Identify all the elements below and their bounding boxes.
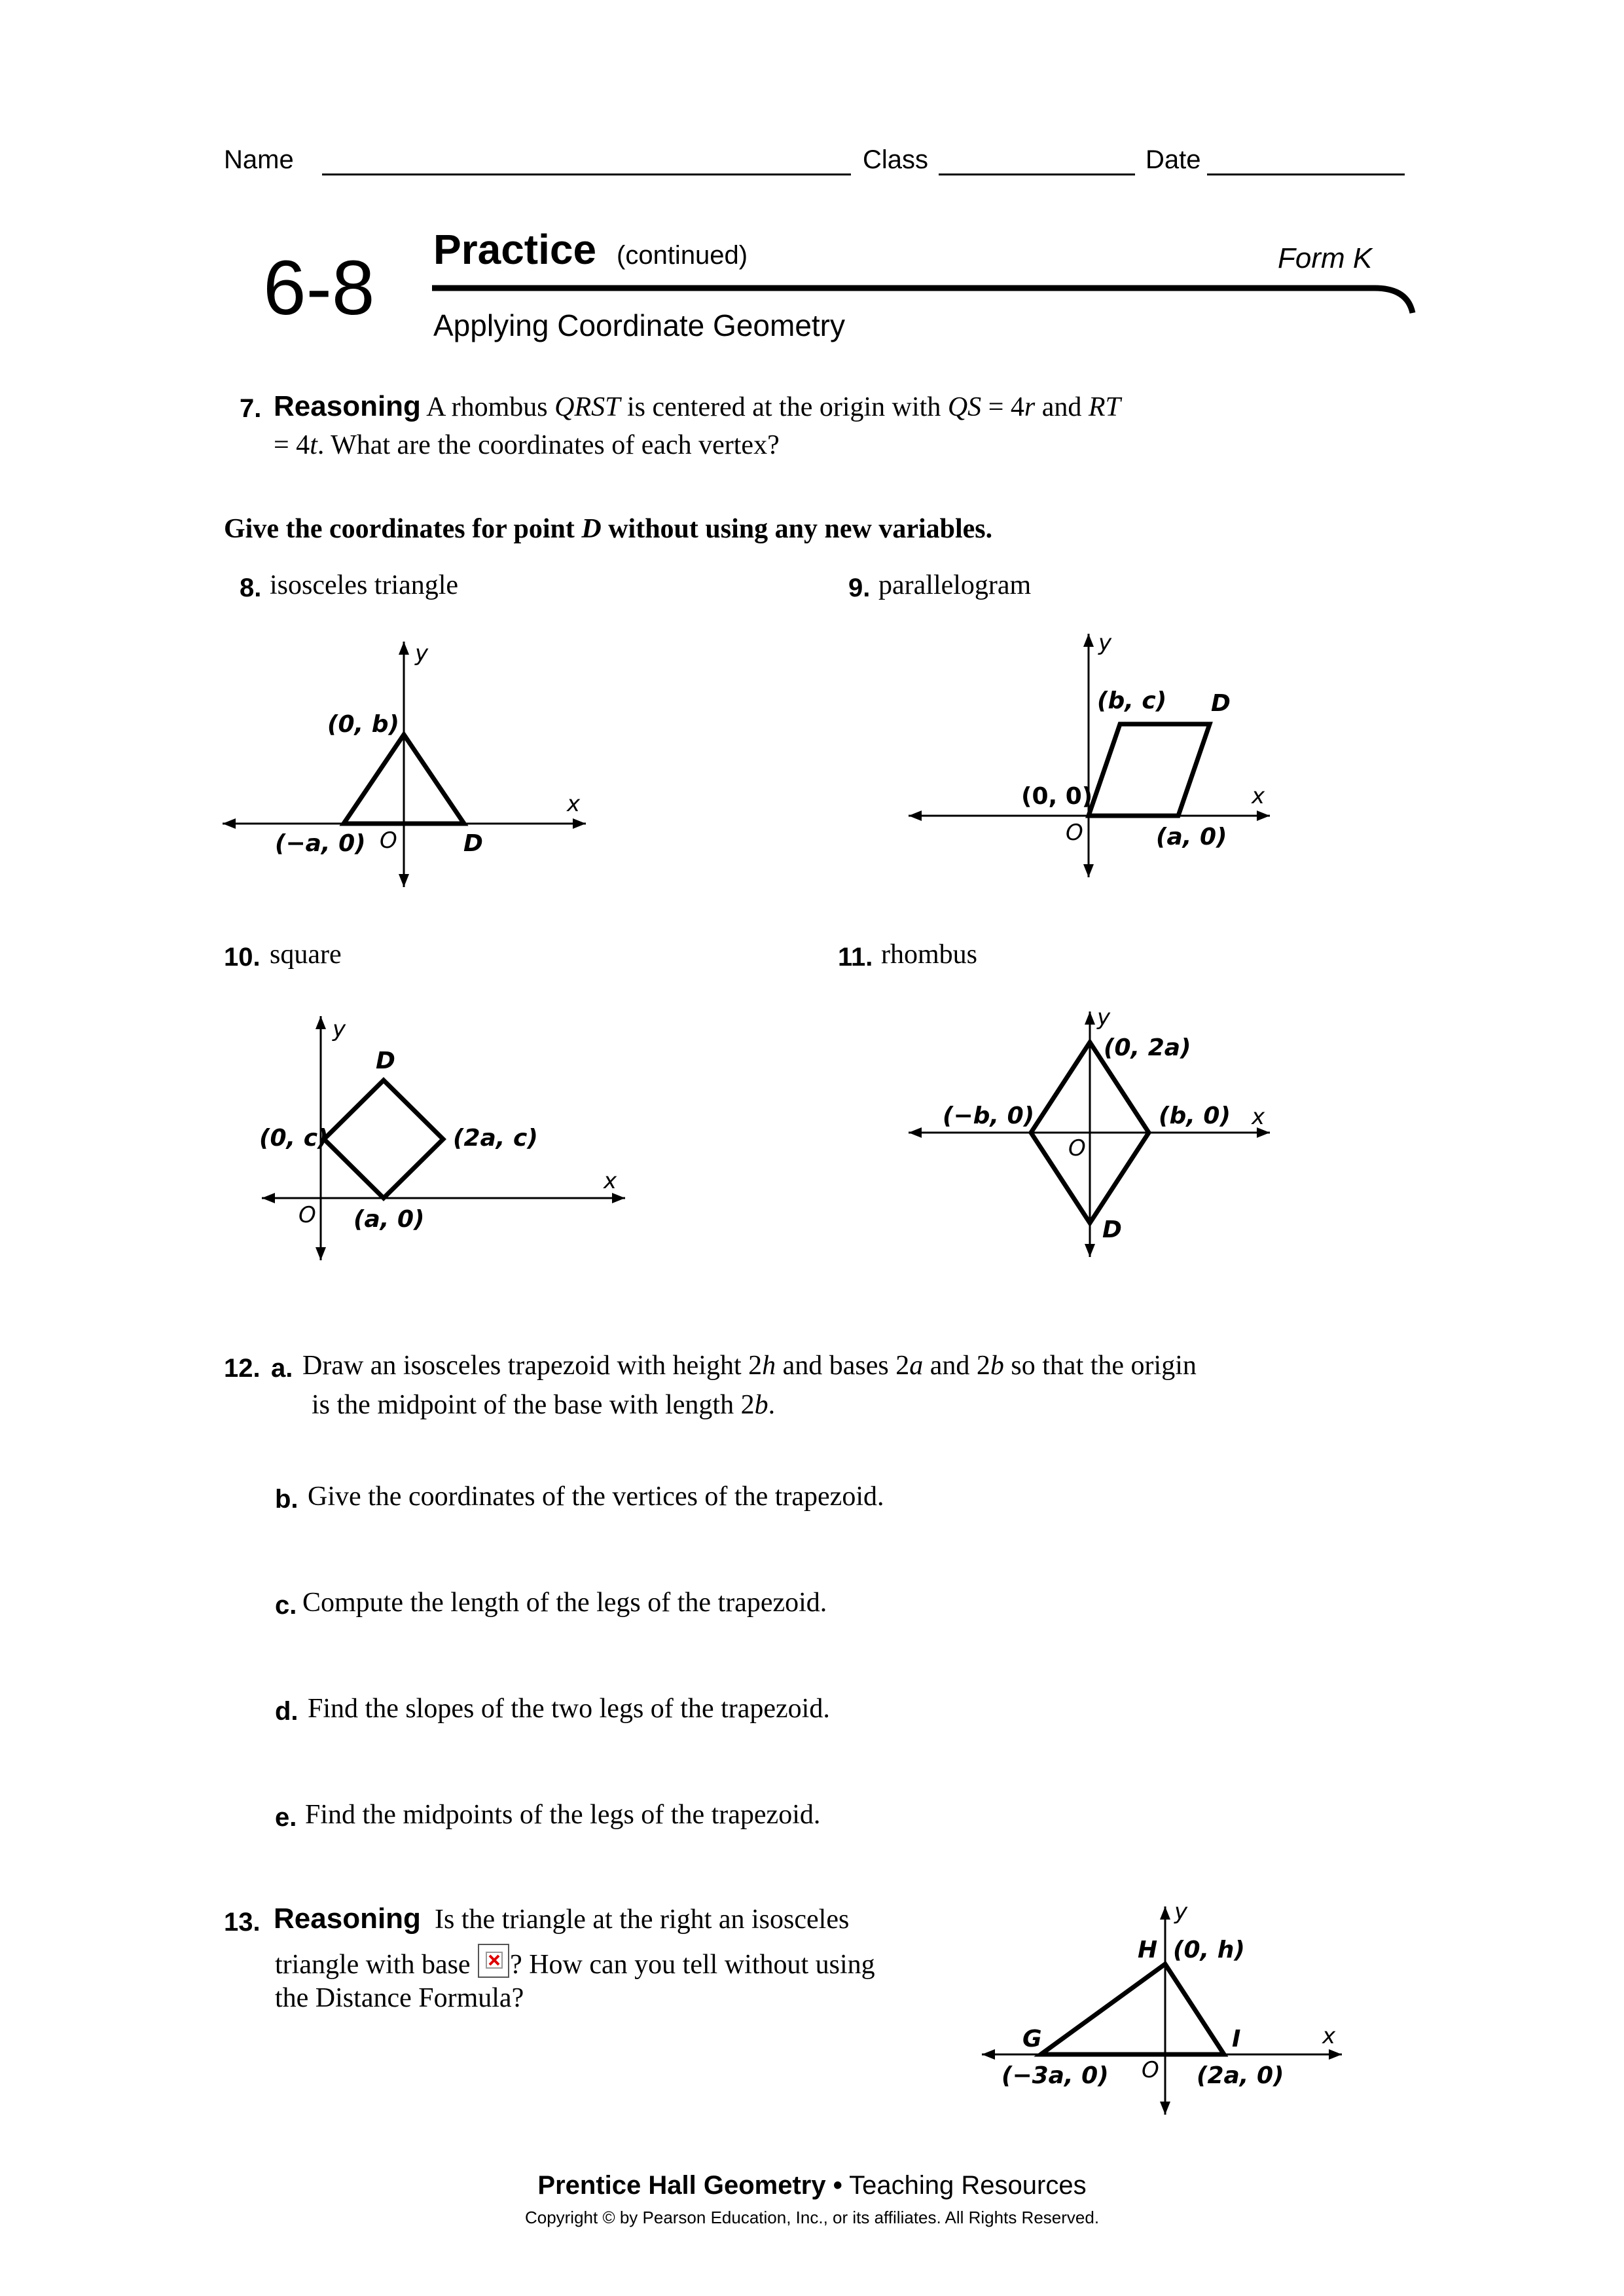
directions-var-d: D bbox=[581, 514, 602, 544]
q7-text-c: = 4 bbox=[988, 392, 1024, 422]
q9-vertex-origin: (0, 0) bbox=[1021, 783, 1093, 810]
q10-vertex-bottom: (a, 0) bbox=[353, 1206, 425, 1233]
q12-a1-c: and 2 bbox=[929, 1351, 990, 1381]
q12-d-text: Find the slopes of the two legs of the trapezoid. bbox=[308, 1694, 830, 1724]
q10-text: square bbox=[270, 939, 342, 970]
q11-vertex-left: (−b, 0) bbox=[943, 1102, 1035, 1129]
q7-var-qs: QS bbox=[947, 392, 982, 422]
q12-a1-d: so that the origin bbox=[1011, 1351, 1197, 1381]
q13-point-g: G bbox=[1022, 2026, 1042, 2052]
q8-point-d: D bbox=[463, 830, 483, 857]
q13-line1: Is the triangle at the right an isosceles bbox=[435, 1904, 850, 1935]
q9-x-label: x bbox=[1252, 783, 1265, 809]
q11-origin-label: O bbox=[1068, 1135, 1086, 1161]
q9-vertex-bc: (b, c) bbox=[1097, 687, 1167, 714]
q8-number: 8. bbox=[240, 574, 262, 602]
q9-vertex-a: (a, 0) bbox=[1156, 824, 1227, 850]
q9-number: 9. bbox=[848, 574, 871, 602]
q7-number: 7. bbox=[240, 394, 262, 423]
directions-b: without using any new variables. bbox=[608, 514, 993, 544]
q11-vertex-right: (b, 0) bbox=[1159, 1102, 1231, 1129]
form-label: Form K bbox=[1278, 242, 1373, 274]
q11-vertex-top: (0, 2a) bbox=[1104, 1034, 1191, 1061]
footer-bullet: • bbox=[833, 2171, 842, 2200]
practice-title: Practice bbox=[433, 226, 597, 273]
q10-x-label: x bbox=[604, 1168, 617, 1194]
q12-e-text: Find the midpoints of the legs of the trapezoid. bbox=[305, 1800, 821, 1830]
footer-book: Prentice Hall Geometry bbox=[537, 2171, 826, 2200]
q12-var-h: h bbox=[762, 1351, 776, 1381]
q13-line2-b: ? How can you tell without using bbox=[510, 1950, 875, 1980]
q13-line3: the Distance Formula? bbox=[275, 1983, 524, 2013]
q7-var-rt: RT bbox=[1088, 392, 1121, 422]
q12-a1-a: Draw an isosceles trapezoid with height 2 bbox=[302, 1351, 763, 1381]
q10-point-d: D bbox=[376, 1048, 395, 1074]
q9-origin-label: O bbox=[1066, 820, 1083, 846]
q13-point-h: H bbox=[1138, 1937, 1158, 1963]
q12-a1-b: and bases 2 bbox=[782, 1351, 910, 1381]
q10-vertex-right: (2a, c) bbox=[453, 1125, 538, 1152]
q11-y-label: y bbox=[1097, 1004, 1111, 1030]
q13-number: 13. bbox=[224, 1908, 261, 1937]
q12-c-text: Compute the length of the legs of the trapezoid. bbox=[302, 1588, 827, 1618]
q8-text: isosceles triangle bbox=[270, 570, 459, 600]
q9-text: parallelogram bbox=[878, 570, 1032, 600]
q9-point-d: D bbox=[1211, 690, 1231, 717]
q13-x-label: x bbox=[1322, 2023, 1336, 2049]
q7-var-r: r bbox=[1024, 392, 1036, 422]
q7-var-qrst: QRST bbox=[554, 392, 621, 422]
q7-text-a: A rhombus bbox=[426, 392, 548, 422]
q9-y-label: y bbox=[1098, 630, 1112, 656]
q12-var-a: a bbox=[909, 1351, 924, 1381]
q13-point-i: I bbox=[1232, 2026, 1241, 2052]
directions-a: Give the coordinates for point bbox=[224, 514, 575, 544]
q13-vertex-left: (−3a, 0) bbox=[1001, 2062, 1109, 2089]
q11-x-label: x bbox=[1252, 1104, 1265, 1130]
q12-a2-a: is the midpoint of the base with length 2 bbox=[312, 1390, 755, 1420]
footer-resources: Teaching Resources bbox=[849, 2171, 1087, 2200]
q12-number: 12. bbox=[224, 1354, 261, 1383]
q10-number: 10. bbox=[224, 943, 261, 972]
q13-line2-a: triangle with base bbox=[275, 1950, 471, 1980]
q12-d-letter: d. bbox=[275, 1697, 298, 1726]
q7-var-t: t bbox=[310, 430, 317, 460]
footer-title bbox=[0, 2171, 1624, 2200]
q13-vertex-right: (2a, 0) bbox=[1197, 2062, 1284, 2089]
q12-e-letter: e. bbox=[275, 1803, 297, 1832]
footer-copyright: Copyright © by Pearson Education, Inc., or its affiliates. All Rights Reserved. bbox=[524, 2208, 1100, 2227]
q12-a2-var-b: b bbox=[754, 1390, 768, 1420]
class-label: Class bbox=[863, 145, 929, 174]
continued-label: (continued) bbox=[617, 241, 748, 270]
q8-left-vertex: (−a, 0) bbox=[275, 830, 366, 857]
q8-x-label: x bbox=[567, 791, 581, 817]
q13-y-label: y bbox=[1174, 1899, 1188, 1925]
q13-vertex-top: (0, h) bbox=[1173, 1937, 1245, 1963]
q11-number: 11. bbox=[838, 943, 873, 972]
q11-text: rhombus bbox=[881, 939, 977, 970]
q10-origin-label: O bbox=[298, 1202, 316, 1228]
q12-b-letter: b. bbox=[275, 1485, 298, 1514]
q10-vertex-left: (0, c) bbox=[259, 1125, 329, 1152]
q12-var-b: b bbox=[990, 1351, 1004, 1381]
q13-keyword: Reasoning bbox=[274, 1903, 421, 1935]
q12-a2-c: . bbox=[768, 1390, 776, 1420]
q8-origin-label: O bbox=[380, 828, 397, 854]
subtitle: Applying Coordinate Geometry bbox=[433, 308, 845, 342]
q10-y-label: y bbox=[333, 1016, 346, 1042]
q7-text-d: and bbox=[1041, 392, 1082, 422]
q7-line2-a: = 4 bbox=[274, 430, 310, 460]
q7-text-b: is centered at the origin with bbox=[626, 392, 941, 422]
q7-keyword: Reasoning bbox=[274, 390, 421, 422]
name-label: Name bbox=[224, 145, 294, 174]
q7-line2-b: . What are the coordinates of each vertex? bbox=[317, 430, 780, 460]
q13-origin-label: O bbox=[1142, 2057, 1159, 2083]
q13-triangle bbox=[1041, 1964, 1224, 2054]
q8-y-label: y bbox=[415, 640, 429, 666]
q8-top-vertex: (0, b) bbox=[327, 711, 399, 738]
date-label: Date bbox=[1146, 145, 1201, 174]
lesson-number: 6-8 bbox=[263, 245, 375, 331]
q12-c-letter: c. bbox=[275, 1591, 297, 1620]
q12-part-a-letter: a. bbox=[271, 1354, 293, 1383]
q12-b-text: Give the coordinates of the vertices of the trapezoid. bbox=[308, 1482, 884, 1512]
q11-point-d: D bbox=[1102, 1216, 1122, 1243]
